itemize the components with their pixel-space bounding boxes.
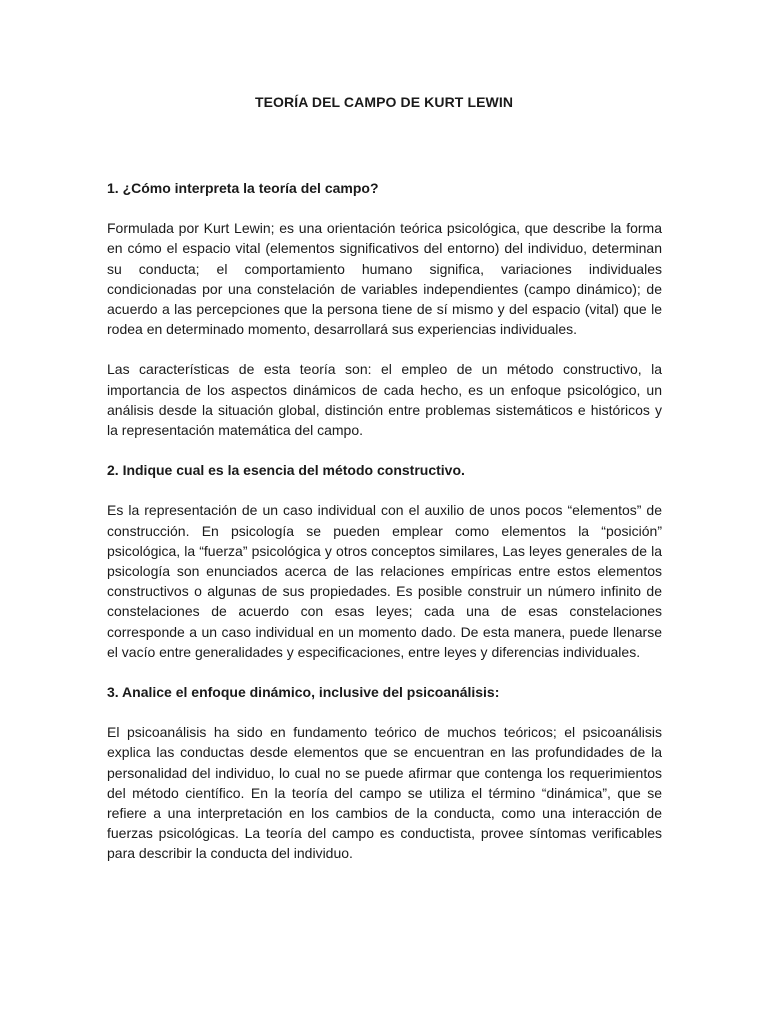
- document-title: TEORÍA DEL CAMPO DE KURT LEWIN: [254, 94, 514, 110]
- section-1-paragraph-1: Formulada por Kurt Lewin; es una orientación teórica psicológica, que describe la forma en cómo el espacio vital (elementos significativos del entorno) del individuo, determinan su conducta; el comportamiento humano significa, variaciones individuales condicionadas por una constelación de variables independientes (campo dinámico); de acuerdo a las percepciones que la persona tiene de sí mismo y del espacio (vital) que le rodea en determinado momento, desarrollará sus experiencias individuales.: [107, 220, 662, 338]
- document-body: [107, 178, 662, 864]
- section-2-paragraph-1: Es la representación de un caso individual con el auxilio de unos pocos “elementos” de construcción. En psicología se pueden emplear como elementos la “posición” psicológica, la “fuerza” psicológica y otros conceptos similares, Las leyes generales de la psicología son enunciados acerca de las relaciones empíricas entre estos elementos constructivos o algunas de sus propiedades. Es posible construir un número infinito de constelaciones de acuerdo con esas leyes; cada una de esas constelaciones corresponde a un caso individual en un momento dado. De esta manera, puede llenarse el vacío entre generalidades y especificaciones, entre leyes y diferencias individuales.: [107, 502, 662, 660]
- section-1-paragraph-2: Las características de esta teoría son: el empleo de un método constructivo, la importancia de los aspectos dinámicos de cada hecho, es un enfoque psicológico, un análisis desde la situación global, distinción entre problemas sistemáticos e históricos y la representación matemática del campo.: [107, 361, 662, 439]
- section-2-heading: 2. Indique cual es la esencia del método constructivo.: [107, 462, 465, 479]
- section-3-paragraph-1: El psicoanálisis ha sido en fundamento teórico de muchos teóricos; el psicoanálisis explica las conductas desde elementos que se encuentran en las profundidades de la personalidad del individuo, lo cual no se puede afirmar que contenga los requerimientos del método científico. En la teoría del campo se utiliza el término “dinámica”, que se refiere a una interpretación en los cambios de la conducta, como una interacción de fuerzas psicológicas. La teoría del campo es conductista, provee síntomas verificables para describir la conducta del individuo.: [107, 724, 662, 862]
- section-3-heading: 3. Analice el enfoque dinámico, inclusive del psicoanálisis:: [107, 684, 500, 701]
- section-1-heading: 1. ¿Cómo interpreta la teoría del campo?: [107, 180, 379, 196]
